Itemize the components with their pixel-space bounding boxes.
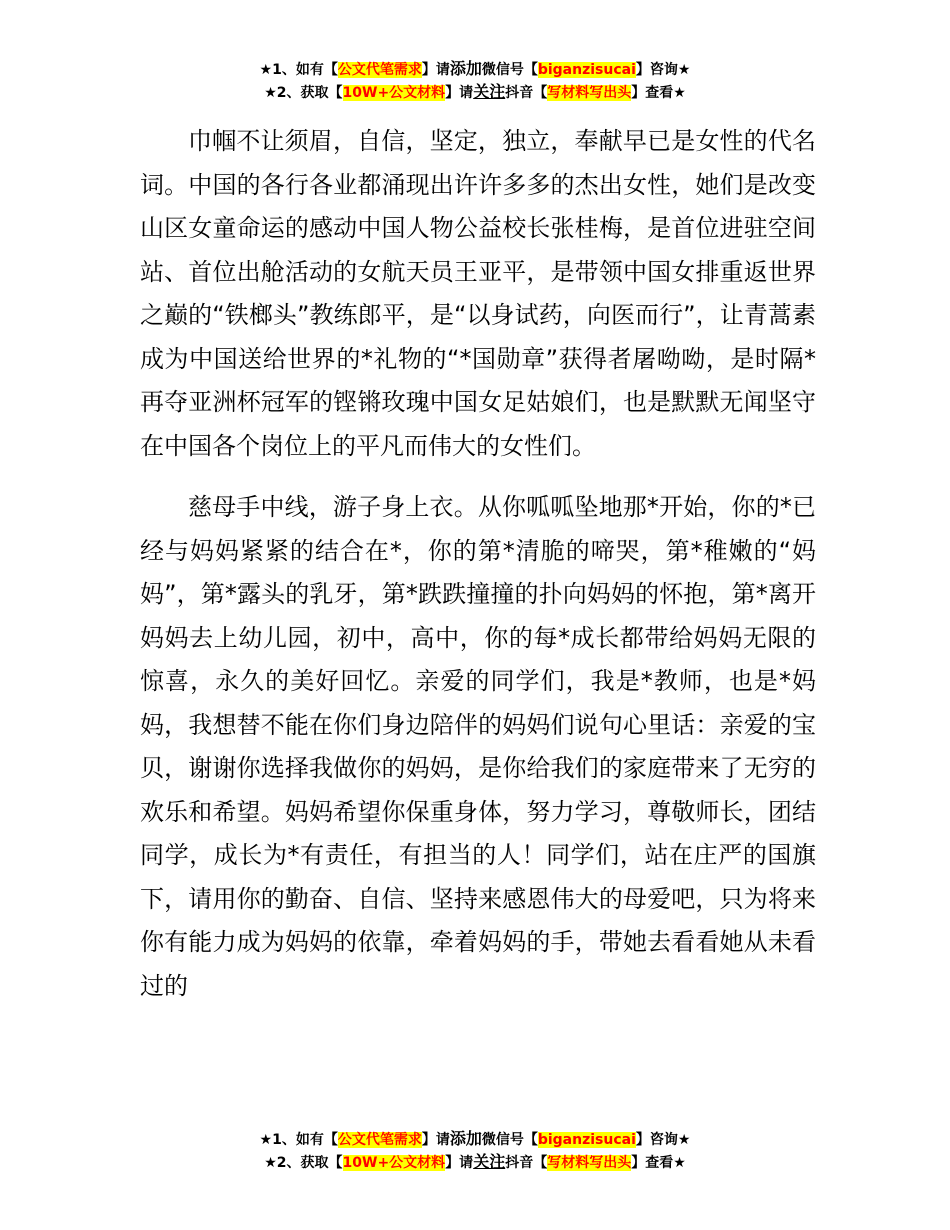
- highlight-service: 公文代笔需求: [337, 62, 422, 78]
- notice-text: ★1、如有【: [259, 62, 338, 78]
- notice-emphasis: 添加: [449, 59, 482, 78]
- header-notice-line-1: [0, 58, 950, 81]
- notice-text: 】查看★: [631, 85, 686, 101]
- notice-text: 】请: [421, 1132, 450, 1148]
- notice-text: 】咨询★: [635, 1132, 691, 1148]
- paragraph-women: 巾帼不让须眉，自信，坚定，独立，奉献早已是女性的代名词。中国的各行各业都涌现出许许多多的杰出女性，她们是改变山区女童命运的感动中国人物公益校长张桂梅，是首位进驻空间站、首位出舱活动的女航天员王亚平，是带领中国女排重返世界之巅的“铁榔头”教练郎平，是“以身试药，向医而行”，让青蒿素成为中国送给世界的*礼物的“*国勋章”获得者屠呦呦，是时隔*再夺亚洲杯冠军的铿锵玫瑰中国女足姑娘们，也是默默无闻坚守在中国各个岗位上的平凡而伟大的女性们。: [140, 127, 816, 460]
- notice-text: ★1、如有【: [259, 1132, 338, 1148]
- notice-emphasis: 关注: [473, 1152, 506, 1171]
- notice-text: ★2、获取【: [264, 85, 343, 101]
- highlight-wechat-id: biganzisucai: [537, 1132, 636, 1148]
- footer-notice: [0, 1128, 950, 1174]
- footer-notice-line-1: [0, 1128, 950, 1151]
- notice-emphasis: 添加: [449, 1129, 482, 1148]
- notice-text: 抖音【: [505, 1155, 548, 1171]
- notice-text: 】请: [445, 1155, 474, 1171]
- header-notice-line-2: [0, 81, 950, 104]
- notice-text: 】咨询★: [635, 62, 691, 78]
- article-body: [140, 120, 816, 1026]
- highlight-douyin-id: 写材料写出头: [547, 1155, 632, 1171]
- footer-notice-line-2: [0, 1151, 950, 1174]
- paragraph-mother: 慈母手中线，游子身上衣。从你呱呱坠地那*开始，你的*已经与妈妈紧紧的结合在*，你的第*清脆的啼哭，第*稚嫩的“妈妈”，第*露头的乳牙，第*跌跌撞撞的扑向妈妈的怀抱，第*离开妈妈去上幼儿园，初中，高中，你的每*成长都带给妈妈无限的惊喜，永久的美好回忆。亲爱的同学们，我是*教师，也是*妈妈，我想替不能在你们身边陪伴的妈妈们说句心里话：亲爱的宝贝，谢谢你选择我做你的妈妈，是你给我们的家庭带来了无穷的欢乐和希望。妈妈希望你保重身体，努力学习，尊敬师长，团结同学，成长为*有责任，有担当的人！同学们，站在庄严的国旗下，请用你的勤奋、自信、坚持来感恩伟大的母爱吧，只为将来你有能力成为妈妈的依靠，牵着妈妈的手，带她去看看她从未看过的: [140, 493, 816, 1000]
- notice-text: 】请: [445, 85, 474, 101]
- notice-text: 】查看★: [631, 1155, 686, 1171]
- notice-text: 抖音【: [505, 85, 548, 101]
- notice-emphasis: 关注: [473, 82, 506, 101]
- notice-text: ★2、获取【: [264, 1155, 343, 1171]
- highlight-wechat-id: biganzisucai: [537, 62, 636, 78]
- highlight-service: 公文代笔需求: [337, 1132, 422, 1148]
- notice-text: 微信号【: [481, 1132, 538, 1148]
- header-notice: [0, 58, 950, 104]
- notice-text: 】请: [421, 62, 450, 78]
- notice-text: 微信号【: [481, 62, 538, 78]
- highlight-materials: 10W+公文材料: [342, 1155, 446, 1171]
- highlight-douyin-id: 写材料写出头: [547, 85, 632, 101]
- highlight-materials: 10W+公文材料: [342, 85, 446, 101]
